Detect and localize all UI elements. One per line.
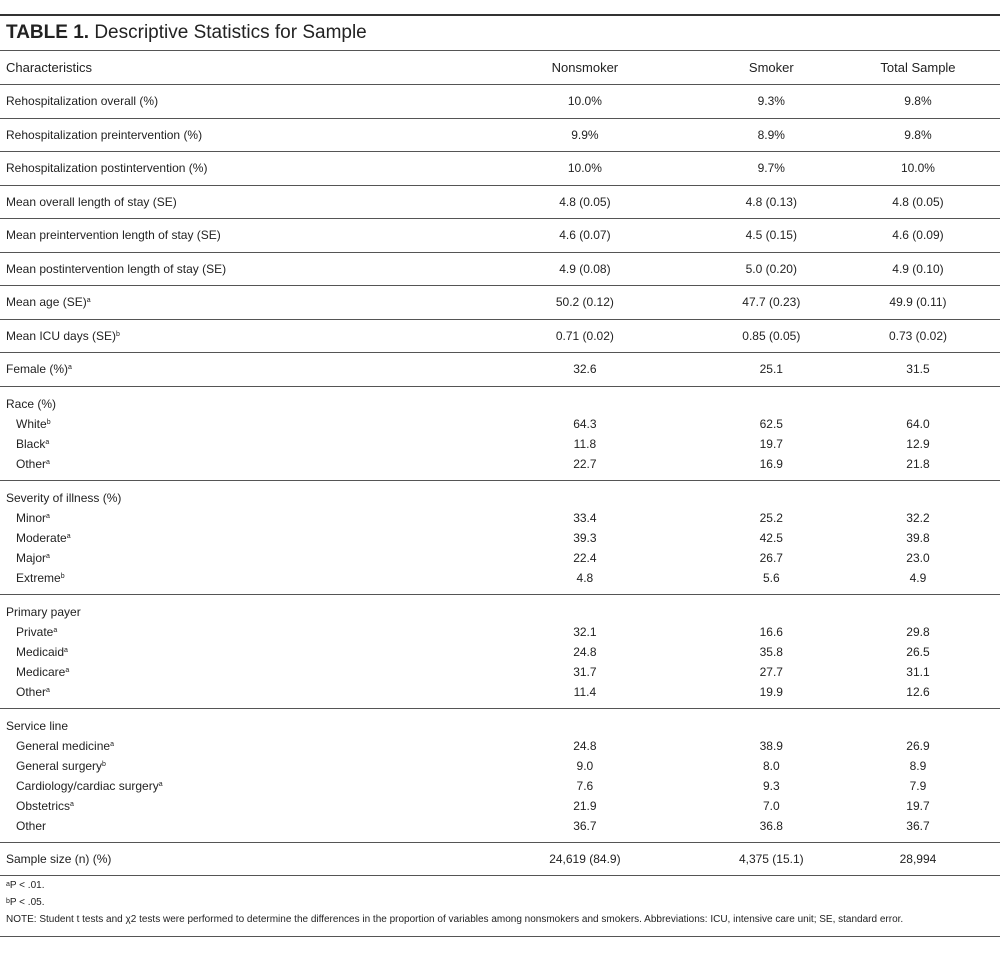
footnote-mark: a	[6, 881, 10, 888]
total-value: 26.5	[906, 644, 930, 659]
nonsmoker-value: 39.3	[573, 530, 597, 545]
group-spacer	[836, 488, 1000, 508]
sub-row-label	[6, 662, 463, 682]
footnote-mark: a	[46, 552, 50, 560]
smoker-value: 4.5 (0.15)	[707, 219, 836, 253]
smoker-value: 9.3	[762, 778, 780, 793]
row-label: White	[16, 416, 47, 431]
footnote-text: P < .05.	[9, 897, 45, 908]
row-label-cell	[0, 85, 463, 119]
table-row	[0, 219, 1000, 253]
total-value: 64.0	[906, 416, 930, 431]
group-label-cell	[0, 386, 463, 480]
nonsmoker-values	[463, 594, 707, 708]
group-spacer	[463, 394, 707, 414]
table-row	[0, 353, 1000, 387]
group-label-cell	[0, 480, 463, 594]
group-spacer	[463, 716, 707, 736]
sub-row-label	[6, 568, 463, 588]
total-value: 7.9	[909, 778, 927, 793]
footnote-mark: a	[68, 364, 72, 372]
total-value: 32.2	[906, 510, 930, 525]
table-row	[0, 842, 1000, 876]
bottom-rule	[0, 936, 1000, 937]
total-value: 4.8 (0.05)	[836, 185, 1000, 219]
nonsmoker-value: 10.0%	[463, 85, 707, 119]
footnote-mark: a	[46, 512, 50, 520]
nonsmoker-value: 24.8	[573, 644, 597, 659]
nonsmoker-value: 11.8	[573, 436, 597, 451]
nonsmoker-value: 4.9 (0.08)	[463, 252, 707, 286]
table-row	[0, 252, 1000, 286]
total-value: 4.6 (0.09)	[836, 219, 1000, 253]
nonsmoker-value: 4.8 (0.05)	[463, 185, 707, 219]
row-label-cell	[0, 842, 463, 876]
group-spacer	[707, 488, 836, 508]
row-label: Female (%)	[6, 362, 69, 377]
nonsmoker-value: 4.6 (0.07)	[463, 219, 707, 253]
row-label-cell	[0, 252, 463, 286]
total-value: 39.8	[906, 530, 930, 545]
row-label: Obstetrics	[16, 798, 71, 813]
sub-row-label	[6, 756, 463, 776]
smoker-values	[707, 480, 836, 594]
group-spacer	[707, 602, 836, 622]
group-label: Primary payer	[6, 604, 81, 619]
row-label-cell	[0, 353, 463, 387]
total-values	[836, 386, 1000, 480]
smoker-value: 26.7	[759, 550, 783, 565]
smoker-value: 62.5	[759, 416, 783, 431]
smoker-values	[707, 386, 836, 480]
nonsmoker-value: 31.7	[573, 664, 597, 679]
table-row	[0, 118, 1000, 152]
group-spacer	[836, 602, 1000, 622]
total-values	[836, 708, 1000, 842]
sub-row-label	[6, 622, 463, 642]
smoker-values	[707, 708, 836, 842]
nonsmoker-value: 32.1	[573, 624, 597, 639]
group-spacer	[836, 394, 1000, 414]
table-row	[0, 152, 1000, 186]
table-row	[0, 185, 1000, 219]
row-label: Other	[16, 818, 47, 833]
nonsmoker-value: 50.2 (0.12)	[463, 286, 707, 320]
sub-row-label	[6, 434, 463, 454]
sub-row-label	[6, 548, 463, 568]
smoker-value: 4.8 (0.13)	[707, 185, 836, 219]
row-label-cell	[0, 319, 463, 353]
sub-row-label	[6, 776, 463, 796]
total-value: 4.9 (0.10)	[836, 252, 1000, 286]
row-label: Mean postintervention length of stay (SE)	[6, 261, 227, 276]
smoker-value: 19.7	[759, 436, 783, 451]
smoker-value: 9.3%	[707, 85, 836, 119]
smoker-value: 25.1	[707, 353, 836, 387]
group-spacer	[463, 602, 707, 622]
footnote-mark: a	[110, 740, 114, 748]
row-label-cell	[0, 152, 463, 186]
nonsmoker-value: 24,619 (84.9)	[463, 842, 707, 876]
total-value: 9.8%	[836, 118, 1000, 152]
nonsmoker-value: 9.9%	[463, 118, 707, 152]
group-label-cell	[0, 708, 463, 842]
nonsmoker-value: 22.4	[573, 550, 597, 565]
row-label: Sample size (n) (%)	[6, 851, 112, 866]
row-label: Medicaid	[16, 644, 65, 659]
nonsmoker-value: 32.6	[463, 353, 707, 387]
row-label: Mean preintervention length of stay (SE)	[6, 228, 221, 243]
smoker-value: 9.7%	[707, 152, 836, 186]
total-value: 21.8	[906, 456, 930, 471]
top-rule	[0, 14, 1000, 16]
total-value: 8.9	[909, 758, 927, 773]
nonsmoker-value: 7.6	[576, 778, 594, 793]
smoker-value: 8.0	[762, 758, 780, 773]
footnote-b	[6, 894, 996, 911]
total-value: 23.0	[906, 550, 930, 565]
nonsmoker-value: 64.3	[573, 416, 597, 431]
footnote-mark: a	[45, 438, 50, 446]
group-spacer	[836, 716, 1000, 736]
smoker-value: 5.6	[762, 570, 780, 585]
smoker-value: 7.0	[762, 798, 780, 813]
row-label: Major	[16, 550, 47, 565]
group-spacer	[707, 394, 836, 414]
footnote-mark: b	[6, 898, 10, 905]
row-label: Other	[16, 456, 47, 471]
group-label: Race (%)	[6, 396, 57, 411]
table-note: NOTE: Student t tests and χ2 tests were performed to determine the differences in the proportion of variables among nonsmokers and smokers. Abbreviations: ICU, intensive care unit; SE, standard error.	[6, 914, 904, 925]
total-values	[836, 480, 1000, 594]
total-value: 12.6	[906, 684, 930, 699]
nonsmoker-value: 0.71 (0.02)	[463, 319, 707, 353]
smoker-value: 5.0 (0.20)	[707, 252, 836, 286]
footnote-mark: a	[46, 686, 50, 694]
table-row-group	[0, 480, 1000, 594]
row-label: General surgery	[16, 758, 103, 773]
smoker-value: 35.8	[759, 644, 783, 659]
total-value: 19.7	[906, 798, 930, 813]
smoker-value: 16.9	[759, 456, 783, 471]
sub-row-label	[6, 454, 463, 474]
row-label: Mean age (SE)	[6, 295, 87, 310]
smoker-value: 25.2	[759, 510, 783, 525]
sub-row-label	[6, 682, 463, 702]
footnote-mark: a	[46, 458, 50, 466]
footnote-mark: b	[46, 418, 51, 426]
footnote-mark: b	[102, 760, 106, 768]
footnote-mark: a	[64, 646, 68, 654]
smoker-value: 36.8	[759, 818, 783, 833]
group-label-cell	[0, 594, 463, 708]
row-label: Extreme	[16, 570, 61, 585]
table-row-group	[0, 594, 1000, 708]
row-label-cell	[0, 286, 463, 320]
table-row	[0, 286, 1000, 320]
nonsmoker-values	[463, 708, 707, 842]
nonsmoker-value: 33.4	[573, 510, 597, 525]
footnote-mark: a	[70, 800, 74, 808]
smoker-value: 8.9%	[707, 118, 836, 152]
footnote-mark: a	[53, 626, 58, 634]
header-characteristics: Characteristics	[0, 51, 463, 85]
row-label: Minor	[16, 510, 47, 525]
nonsmoker-value: 4.8	[576, 570, 594, 585]
nonsmoker-value: 36.7	[573, 818, 597, 833]
table-row	[0, 319, 1000, 353]
smoker-value: 27.7	[759, 664, 783, 679]
total-value: 0.73 (0.02)	[836, 319, 1000, 353]
table-label: TABLE 1.	[6, 22, 90, 43]
nonsmoker-value: 24.8	[573, 738, 597, 753]
smoker-value: 42.5	[759, 530, 783, 545]
nonsmoker-value: 11.4	[573, 684, 597, 699]
sub-row-label	[6, 816, 463, 836]
total-value: 31.1	[906, 664, 930, 679]
sub-row-label	[6, 736, 463, 756]
header-total-sample: Total Sample	[836, 51, 1000, 85]
row-label: Private	[16, 624, 54, 639]
footnote-mark: b	[116, 330, 120, 338]
footnote-mark: a	[66, 532, 71, 540]
table-row-group	[0, 708, 1000, 842]
sub-row-label	[6, 508, 463, 528]
row-label: Rehospitalization postintervention (%)	[6, 161, 208, 176]
footnote-mark: a	[158, 780, 163, 788]
row-label: Cardiology/cardiac surgery	[16, 778, 159, 793]
smoker-value: 16.6	[759, 624, 783, 639]
row-label: Mean overall length of stay (SE)	[6, 194, 177, 209]
smoker-value: 19.9	[759, 684, 783, 699]
total-value: 49.9 (0.11)	[836, 286, 1000, 320]
total-value: 28,994	[836, 842, 1000, 876]
row-label: Moderate	[16, 530, 67, 545]
row-label: Rehospitalization preintervention (%)	[6, 127, 203, 142]
row-label: Black	[16, 436, 46, 451]
total-value: 4.9	[909, 570, 927, 585]
table-row-group	[0, 386, 1000, 480]
table-row	[0, 85, 1000, 119]
table-notes	[6, 877, 996, 928]
table-body	[0, 51, 1000, 876]
row-label-cell	[0, 185, 463, 219]
row-label: Other	[16, 684, 47, 699]
statistics-table	[0, 50, 1000, 876]
table-caption: Descriptive Statistics for Sample	[94, 22, 367, 43]
nonsmoker-values	[463, 480, 707, 594]
total-value: 12.9	[906, 436, 930, 451]
row-label-cell	[0, 219, 463, 253]
row-label-cell	[0, 118, 463, 152]
header-nonsmoker: Nonsmoker	[463, 51, 707, 85]
footnote-a	[6, 877, 996, 894]
total-value: 31.5	[836, 353, 1000, 387]
nonsmoker-value: 10.0%	[463, 152, 707, 186]
smoker-value: 0.85 (0.05)	[707, 319, 836, 353]
group-label: Severity of illness (%)	[6, 490, 122, 505]
smoker-value: 4,375 (15.1)	[707, 842, 836, 876]
header-row	[0, 51, 1000, 85]
row-label: Medicare	[16, 664, 66, 679]
smoker-values	[707, 594, 836, 708]
total-value: 26.9	[906, 738, 930, 753]
sub-row-label	[6, 414, 463, 434]
total-value: 10.0%	[836, 152, 1000, 186]
total-values	[836, 594, 1000, 708]
sub-row-label	[6, 796, 463, 816]
nonsmoker-values	[463, 386, 707, 480]
row-label: Mean ICU days (SE)	[6, 328, 117, 343]
table-title	[6, 21, 367, 45]
total-value: 36.7	[906, 818, 930, 833]
group-spacer	[463, 488, 707, 508]
nonsmoker-value: 9.0	[576, 758, 594, 773]
sub-row-label	[6, 528, 463, 548]
header-smoker: Smoker	[707, 51, 836, 85]
row-label: Rehospitalization overall (%)	[6, 94, 159, 109]
sub-row-label	[6, 642, 463, 662]
smoker-value: 47.7 (0.23)	[707, 286, 836, 320]
group-label: Service line	[6, 718, 69, 733]
footnote-text: P < .01.	[9, 880, 45, 891]
footnote-mark: a	[86, 297, 91, 305]
total-value: 29.8	[906, 624, 930, 639]
nonsmoker-value: 21.9	[573, 798, 597, 813]
total-value: 9.8%	[836, 85, 1000, 119]
smoker-value: 38.9	[759, 738, 783, 753]
nonsmoker-value: 22.7	[573, 456, 597, 471]
row-label: General medicine	[16, 738, 111, 753]
footnote-mark: a	[65, 666, 70, 674]
group-spacer	[707, 716, 836, 736]
footnote-mark: b	[60, 572, 65, 580]
